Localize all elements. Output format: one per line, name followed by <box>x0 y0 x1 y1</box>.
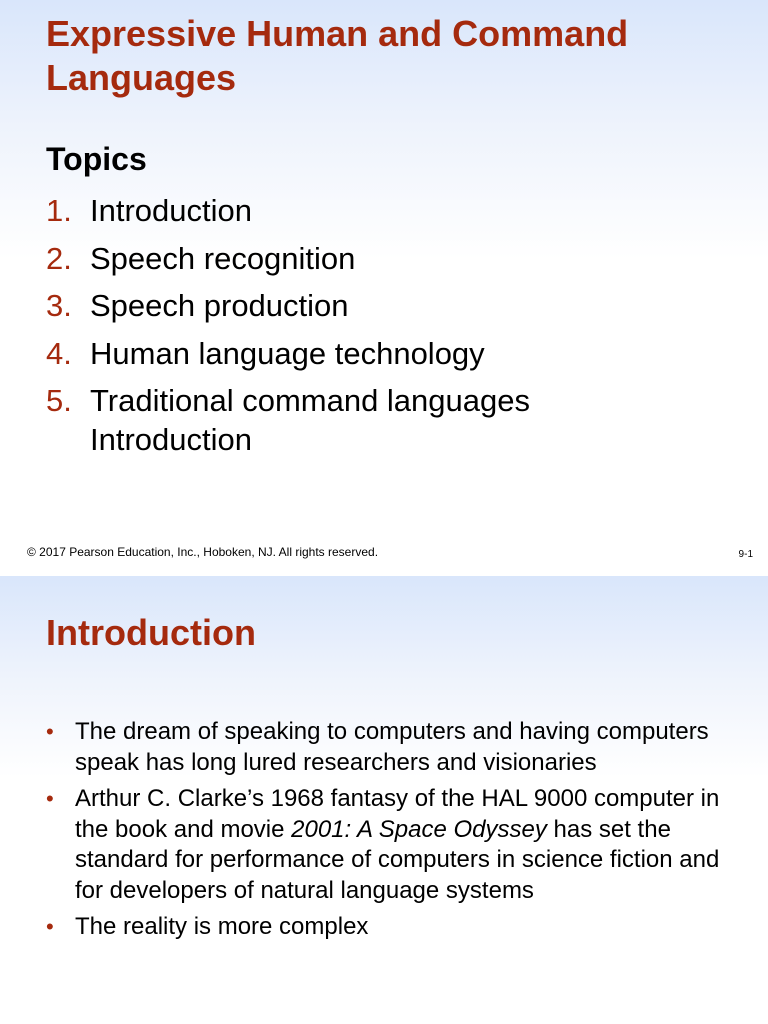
bullet-text-part: has set the standard for performance of computers in science fiction and for developers of natural language systems <box>75 815 720 904</box>
slide-title: Introduction <box>46 612 256 653</box>
topic-number: 1. <box>46 193 72 228</box>
topic-list <box>46 187 530 425</box>
topic-item <box>46 235 530 283</box>
bullet-text-part: Arthur C. Clarke’s 1968 fantasy of the HAL 9000 computer in the book and movie <box>75 785 720 843</box>
bullet-item <box>46 784 746 906</box>
topic-item <box>46 187 530 235</box>
bullet-text <box>75 784 746 906</box>
bullet-list <box>46 717 746 949</box>
topic-label: Introduction <box>90 193 252 228</box>
bullet-icon: • <box>46 719 54 744</box>
topic-continuation: Introduction <box>90 422 252 457</box>
bullet-item <box>46 912 746 943</box>
bullet-text: The reality is more complex <box>75 913 369 940</box>
page-number: 9-1 <box>738 549 753 560</box>
topic-label: Speech recognition <box>90 240 356 276</box>
topic-number: 4. <box>46 335 72 371</box>
slide-title: Expressive Human and Command Languages <box>46 13 629 98</box>
copyright-notice: © 2017 Pearson Education, Inc., Hoboken, NJ. All rights reserved. <box>27 545 379 559</box>
topic-label: Traditional command languages <box>90 383 530 418</box>
topic-label: Speech production <box>90 288 349 323</box>
topic-number: 2. <box>46 240 72 276</box>
bullet-icon: • <box>46 914 54 939</box>
topic-item <box>46 330 530 378</box>
movie-title: 2001: A Space Odyssey <box>291 815 547 843</box>
topics-heading: Topics <box>46 141 147 177</box>
bullet-icon: • <box>46 786 54 811</box>
slide-2 <box>0 576 768 1024</box>
topic-number: 3. <box>46 288 72 323</box>
topic-number: 5. <box>46 383 72 418</box>
bullet-item <box>46 717 746 778</box>
topic-item <box>46 282 530 330</box>
topic-label: Human language technology <box>90 335 485 371</box>
bullet-text: The dream of speaking to computers and having computers speak has long lured researchers and visionaries <box>75 718 709 776</box>
